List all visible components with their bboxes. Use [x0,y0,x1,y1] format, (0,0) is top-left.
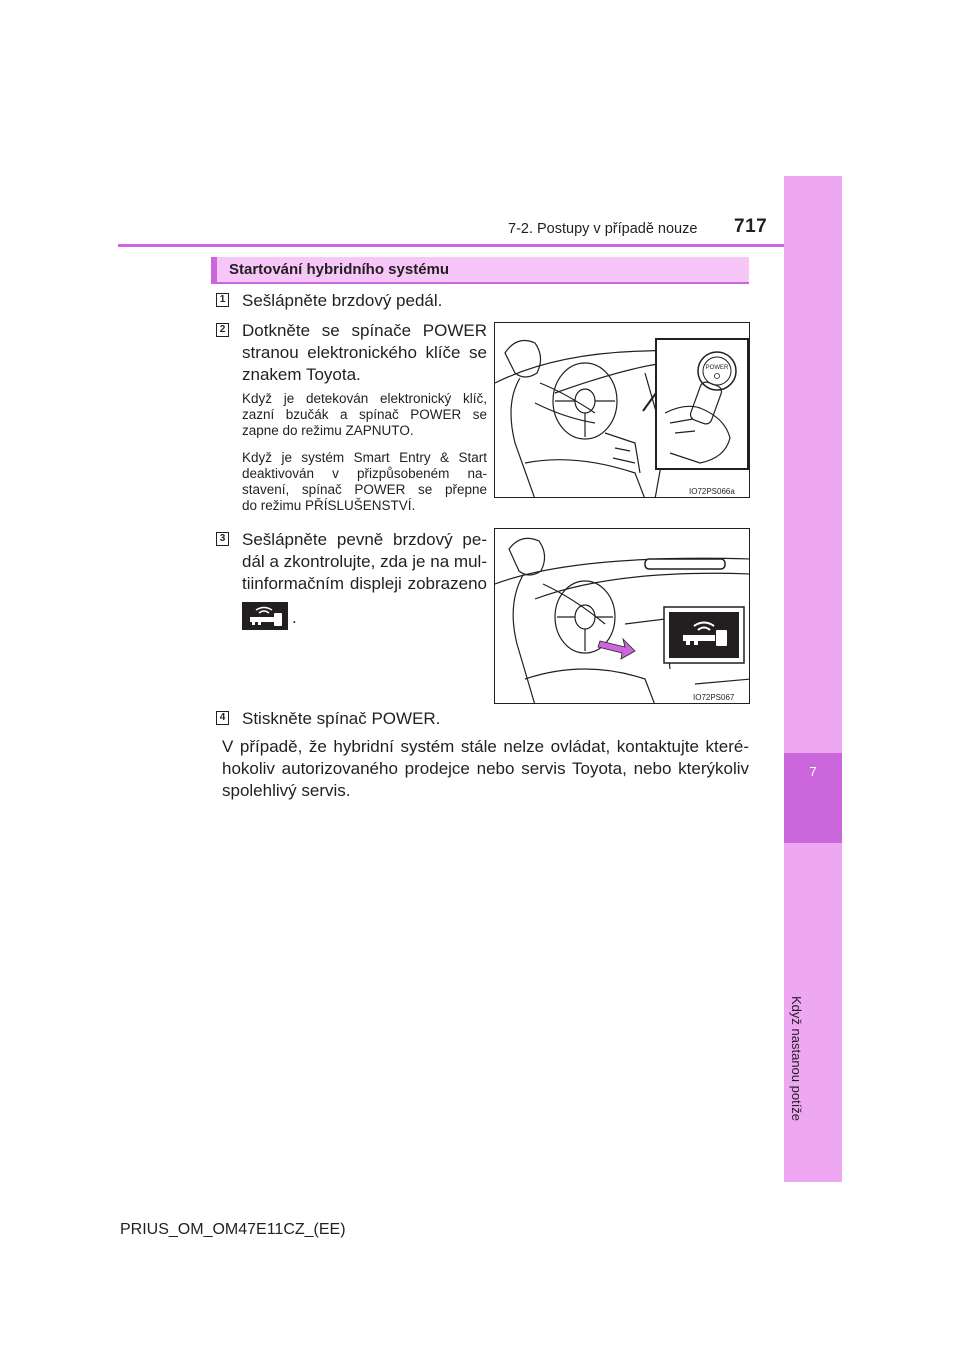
section-title: Startování hybridního systému [229,261,450,278]
step-4-text: Stiskněte spínač POWER. [242,709,441,728]
note-line: stavení, spínač POWER se přepne [242,482,487,497]
step-2-text [242,320,487,386]
step-2-note-2 [242,450,487,514]
note-line: zazní bzučák a spínač POWER se [242,407,487,422]
header-section-title: 7-2. Postupy v případě nouze [508,221,698,237]
step-1-text: Sešlápněte brzdový pedál. [242,291,443,310]
figure-code: IO72PS066a [689,487,735,496]
header-rule [118,244,784,247]
note-line: deaktivován v přizpůsobeném na- [242,466,487,481]
key-with-signal-icon [242,602,288,630]
step-2-line: stranou elektronického klíče se [242,343,487,362]
driver-dashboard-illustration [495,323,750,498]
chapter-number: 7 [809,764,817,779]
step-3-trailing: . [292,608,297,627]
document-code-footer: PRIUS_OM_OM47E11CZ_(EE) [120,1221,346,1238]
step-2-note-1 [242,391,487,439]
step-3-text [242,529,487,595]
step-number-4: 4 [216,711,229,725]
step-number-3: 3 [216,532,229,546]
closing-line: hokoliv autorizovaného prodejce nebo servis Toyota, nebo kterýkoliv [222,759,749,778]
step-3-line: dál a zkontrolujte, zda je na mul- [242,552,487,571]
page-number: 717 [734,216,768,237]
chapter-title: Když nastanou potíže [789,996,804,1122]
note-line: do režimu PŘÍSLUŠENSTVÍ. [242,498,416,513]
driver-display-illustration [495,529,750,704]
closing-paragraph [222,736,749,802]
step-3-line: tiinformačním displeji zobrazeno [242,574,487,593]
power-label: POWER [705,365,729,371]
figure-power-switch-key [494,322,750,498]
closing-line: V případě, že hybridní systém stále nelze ovládat, kontaktujte které- [222,737,749,756]
section-title-bar [211,257,749,284]
note-line: zapne do režimu ZAPNUTO. [242,423,414,438]
power-button-icon [698,352,736,390]
figure-code: IO72PS067 [693,693,735,702]
step-number-2: 2 [216,323,229,337]
step-number-1: 1 [216,293,229,307]
side-chapter-tab [784,176,842,1182]
note-line: Když je systém Smart Entry & Start [242,450,487,465]
note-line: Když je detekován elektronický klíč, [242,391,487,406]
step-2-line: znakem Toyota. [242,365,361,384]
step-3-line: Sešlápněte pevně brzdový pe- [242,530,487,549]
step-2-line: Dotkněte se spínače POWER [242,321,487,340]
closing-line: spolehlivý servis. [222,781,351,800]
figure-multi-display [494,528,750,704]
